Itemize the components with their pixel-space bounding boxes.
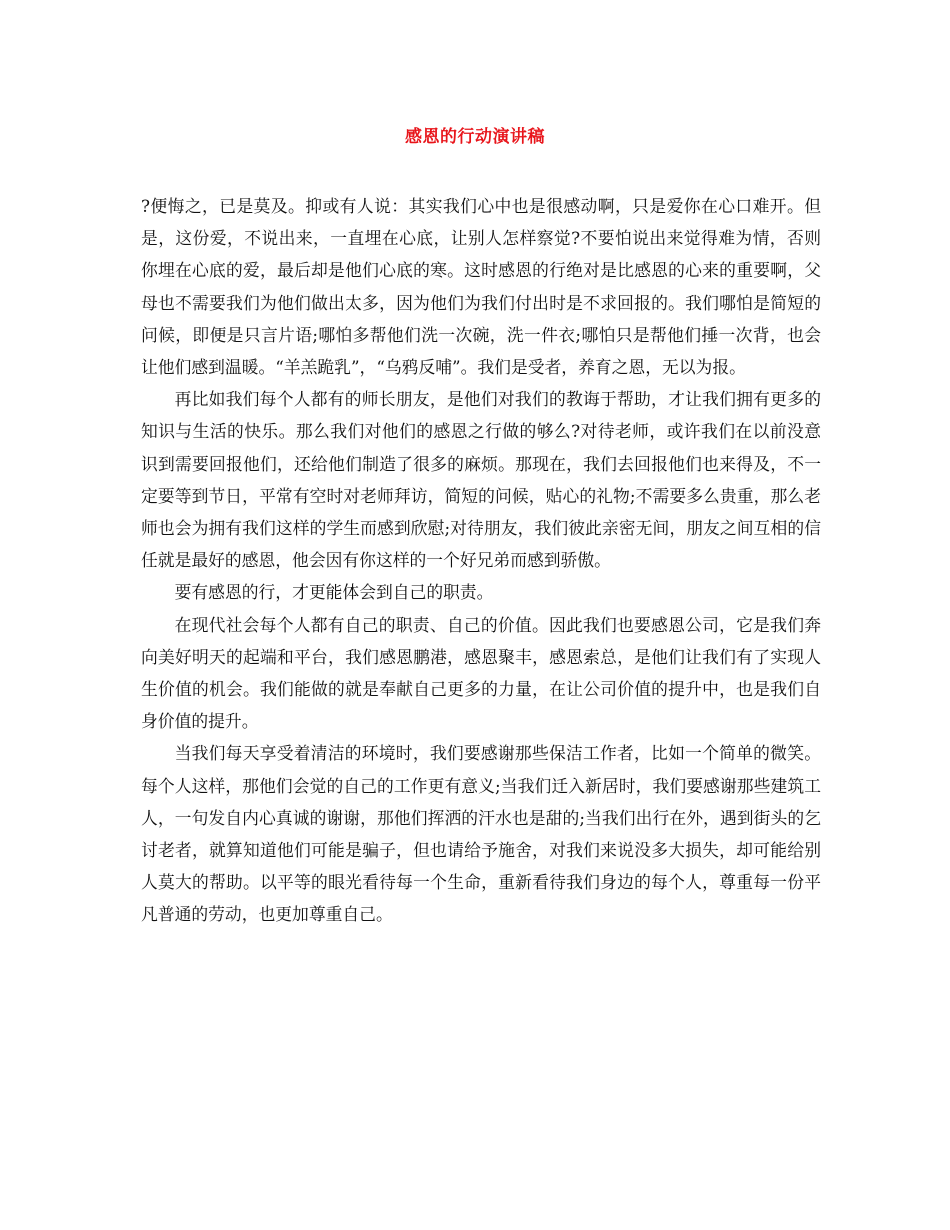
document-title: 感恩的行动演讲稿 (405, 127, 545, 147)
paragraph-2: 再比如我们每个人都有的师长朋友，是他们对我们的教诲于帮助，才让我们拥有更多的知识与生活的快乐。那么我们对他们的感恩之行做的够么?对待老师，或许我们在以前没意识到需要回报他们，还给他们制造了很多的麻烦。那现在，我们去回报他们也来得及，不一定要等到节日，平常有空时对老师拜访，简短的问候，贴心的礼物;不需要多么贵重，那么老师也会为拥有我们这样的学生而感到欣慰;对待朋友，我们彼此亲密无间，朋友之间互相的信任就是最好的感恩，他会因有你这样的一个好兄弟而感到骄傲。 (141, 389, 821, 571)
paragraph-1: ?便悔之，已是莫及。抑或有人说：其实我们心中也是很感动啊，只是爱你在心口难开。但是，这份爱，不说出来，一直埋在心底，让别人怎样察觉?不要怕说出来觉得难为情，否则你埋在心底的爱，最后却是他们心底的寒。这时感恩的行绝对是比感恩的心来的重要啊，父母也不需要我们为他们做出太多，因为他们为我们付出时是不求回报的。我们哪怕是简短的问候，即便是只言片语;哪怕多帮他们洗一次碗，洗一件衣;哪怕只是帮他们捶一次背，也会让他们感到温暖。“羊羔跪乳”，“乌鸦反哺”。我们是受者，养育之恩，无以为报。 (141, 196, 821, 378)
paragraph-3: 要有感恩的行，才更能体会到自己的职责。 (174, 582, 494, 603)
paragraph-5: 当我们每天享受着清洁的环境时，我们要感谢那些保洁工作者，比如一个简单的微笑。每个人这样，那他们会觉的自己的工作更有意义;当我们迁入新居时，我们要感谢那些建筑工人，一句发自内心真诚的谢谢，那他们挥洒的汗水也是甜的;当我们出行在外，遇到街头的乞讨老者，就算知道他们可能是骗子，但也请给予施舍，对我们来说没多大损失，却可能给别人莫大的帮助。以平等的眼光看待每一个生命，重新看待我们身边的每个人，尊重每一份平凡普通的劳动，也更加尊重自己。 (141, 743, 821, 925)
document-body (141, 190, 821, 931)
paragraph-4: 在现代社会每个人都有自己的职责、自己的价值。因此我们也要感恩公司，它是我们奔向美好明天的起端和平台，我们感恩鹏港，感恩聚丰，感恩索总，是他们让我们有了实现人生价值的机会。我们能做的就是奉献自己更多的力量，在让公司价值的提升中，也是我们自身价值的提升。 (141, 614, 821, 732)
